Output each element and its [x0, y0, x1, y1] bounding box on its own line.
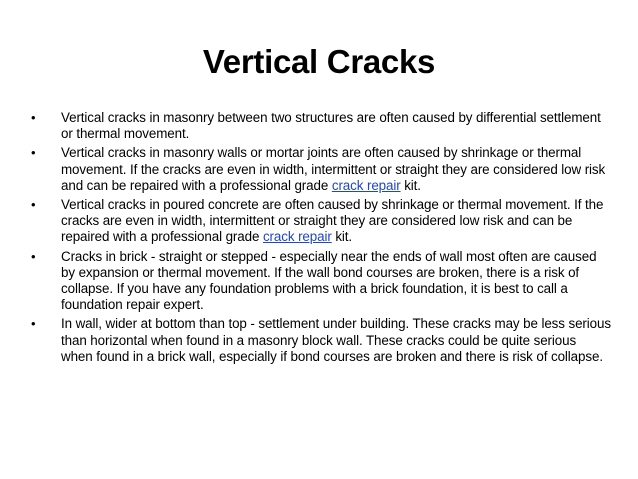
bullet-item	[31, 316, 611, 365]
bullet-item	[31, 145, 611, 194]
bullet-item	[31, 110, 611, 142]
bullet-text-after: kit.	[331, 229, 353, 245]
crack-repair-link[interactable]: crack repair	[331, 177, 401, 193]
bullet-text: In wall, wider at bottom than top - settlement under building. These cracks may be less serious than horizontal when found in a masonry block wall. These cracks could be quite serious when found in a brick wall, especially if bond courses are broken and there is risk of collapse.	[61, 316, 611, 364]
slide-title: Vertical Cracks	[202, 43, 436, 80]
bullet-item	[31, 249, 611, 314]
bullet-icon: •	[31, 145, 36, 161]
bullet-item	[31, 197, 611, 246]
bullet-text-after: kit.	[400, 177, 421, 193]
bullet-icon: •	[31, 248, 36, 264]
bullet-text: Vertical cracks in masonry walls or mortar joints are often caused by shrinkage or thermal movement. If the cracks are even in width, intermittent or straight they are considered low risk and can be repaired with a professional grade	[61, 145, 606, 193]
bullet-text: Cracks in brick - straight or stepped - especially near the ends of wall most often are caused by expansion or thermal movement. If the wall bond courses are broken, there is a risk of collapse. If you have any foundation problems with a brick foundation, it is best to call a foundation repair expert.	[61, 248, 597, 313]
crack-repair-link[interactable]: crack repair	[262, 229, 332, 245]
bullet-icon: •	[31, 110, 36, 125]
bullet-text: Vertical cracks in poured concrete are often caused by shrinkage or thermal movement. If the cracks are even in width, intermittent or straight they are considered low risk and can be repaired with a professional grade	[61, 197, 604, 245]
bullet-list	[31, 110, 611, 368]
bullet-icon: •	[31, 197, 36, 213]
bullet-text: Vertical cracks in masonry between two structures are often caused by differential settlement or thermal movement.	[61, 110, 601, 142]
bullet-icon: •	[31, 316, 36, 332]
